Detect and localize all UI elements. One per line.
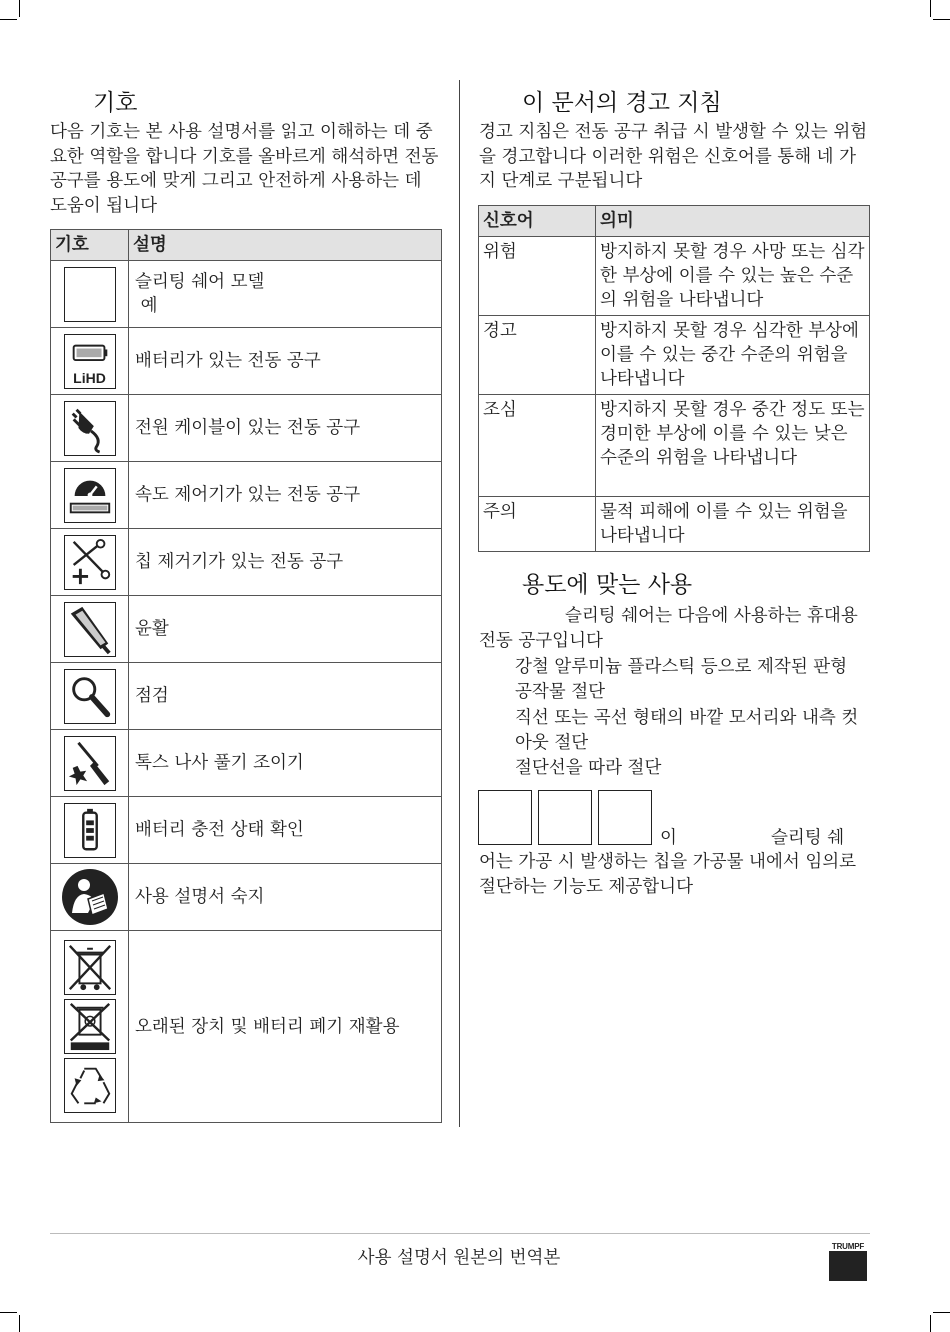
usage-item: 절단선을 따라 절단 — [515, 758, 662, 778]
crop-mark — [0, 19, 17, 20]
footer-rule — [50, 1233, 870, 1234]
meaning-col-header: 의미 — [596, 206, 870, 237]
screwdriver-icon — [64, 736, 116, 791]
symbol-desc: 칩 제거기가 있는 전동 공구 — [129, 529, 442, 596]
battery-lihd-icon — [64, 334, 116, 389]
description-col-header: 설명 — [129, 230, 442, 261]
brand-logo — [829, 1251, 867, 1281]
symbol-desc: 윤활 — [129, 596, 442, 663]
crossed-battery-bin-icon — [64, 999, 116, 1054]
symbol-desc: 배터리 충전 상태 확인 — [129, 797, 442, 864]
warning-row — [479, 316, 870, 395]
usage-intro-text: 슬리팅 쉐어는 다음에 사용하는 휴대용 전동 공구입니다 — [479, 606, 858, 651]
symbols-heading: 기호 — [93, 90, 138, 116]
symbol-row — [51, 596, 442, 663]
warnings-heading: 이 문서의 경고 지침 — [522, 90, 722, 116]
signal-meaning: 방지하지 못할 경우 중간 정도 또는 경미한 부상에 이를 수 있는 낮은 수준의 위험을 나타냅니다 — [596, 395, 870, 497]
signal-word-col-header: 신호어 — [479, 206, 596, 237]
symbol-row — [51, 931, 442, 1123]
symbol-desc: 사용 설명서 숙지 — [129, 864, 442, 931]
magnifier-icon — [64, 669, 116, 724]
battery-charge-icon — [64, 803, 116, 858]
symbol-desc-sub: 예 — [135, 296, 158, 316]
symbol-row — [51, 797, 442, 864]
warnings-intro: 경고 지침은 전동 공구 취급 시 발생할 수 있는 위험을 경고합니다 이러한 위험은 신호어를 통해 네 가지 단계로 구분됩니다 — [479, 122, 868, 191]
signal-meaning: 물적 피해에 이를 수 있는 위험을 나타냅니다 — [596, 497, 870, 552]
warning-row — [479, 497, 870, 552]
signal-word: 위험 — [479, 237, 596, 316]
usage-item: 직선 또는 곡선 형태의 바깥 모서리와 내측 컷아웃 절단 — [515, 708, 859, 753]
usage-heading: 용도에 맞는 사용 — [522, 572, 693, 598]
symbols-col-header: 기호 — [51, 230, 129, 261]
signal-word: 조심 — [479, 395, 596, 497]
model-placeholder-box — [538, 790, 592, 845]
symbol-desc: 톡스 나사 풀기 조이기 — [129, 730, 442, 797]
signal-word: 주의 — [479, 497, 596, 552]
symbol-desc: 오래된 장치 및 배터리 폐기 재활용 — [129, 931, 442, 1123]
signal-word: 경고 — [479, 316, 596, 395]
crop-mark — [933, 19, 950, 20]
model-placeholder-box — [478, 790, 532, 845]
signal-meaning: 방지하지 못할 경우 사망 또는 심각한 부상에 이를 수 있는 높은 수준의 위험을 나타냅니다 — [596, 237, 870, 316]
chip-remover-icon — [64, 535, 116, 590]
symbol-row — [51, 864, 442, 931]
usage-item: 강철 알루미늄 플라스틱 등으로 제작된 판형 공작물 절단 — [515, 657, 848, 702]
symbol-desc: 속도 제어기가 있는 전동 공구 — [129, 462, 442, 529]
speed-gauge-icon — [64, 468, 116, 523]
symbol-row — [51, 730, 442, 797]
power-plug-icon — [64, 401, 116, 456]
recycling-icon — [64, 1058, 116, 1113]
symbol-desc: 배터리가 있는 전동 공구 — [129, 328, 442, 395]
battery-icon-label: LiHD — [73, 369, 106, 386]
crop-mark — [930, 0, 931, 17]
symbol-desc: 전원 케이블이 있는 전동 공구 — [129, 395, 442, 462]
crossed-bin-icon — [64, 940, 116, 995]
read-manual-icon — [62, 869, 118, 925]
symbol-desc: 슬리팅 쉐어 모델 — [135, 272, 265, 292]
symbol-desc: 점검 — [129, 663, 442, 730]
crop-mark — [19, 1315, 20, 1332]
column-divider — [459, 80, 460, 1127]
signal-meaning: 방지하지 못할 경우 심각한 부상에 이를 수 있는 중간 수준의 위험을 나타냅니다 — [596, 316, 870, 395]
symbol-row — [51, 663, 442, 730]
symbol-row — [51, 328, 442, 395]
warning-row — [479, 237, 870, 316]
footer-text: 사용 설명서 원본의 번역본 — [357, 1248, 561, 1268]
chip-text-fragment: 슬리팅 쉐 — [771, 828, 845, 848]
symbol-row — [51, 261, 442, 328]
lubrication-tube-icon — [64, 602, 116, 657]
symbol-row — [51, 529, 442, 596]
chip-text-fragment: 이 — [660, 828, 677, 848]
crop-mark — [933, 1312, 950, 1313]
model-placeholder-box — [598, 790, 652, 845]
usage-intro — [479, 604, 871, 653]
blank-model-icon — [64, 267, 116, 322]
signal-words-table — [478, 205, 870, 552]
crop-mark — [930, 1315, 931, 1332]
crop-mark — [19, 0, 20, 17]
brand-logo-text: TRUMPF — [831, 1242, 865, 1251]
symbol-row — [51, 462, 442, 529]
warning-row — [479, 395, 870, 497]
chip-text: 어는 가공 시 발생하는 칩을 가공물 내에서 임의로 절단하는 기능도 제공합니다 — [479, 852, 857, 897]
crop-mark — [0, 1312, 17, 1313]
symbols-intro: 다음 기호는 본 사용 설명서를 읽고 이해하는 데 중요한 역할을 합니다 기호를 올바르게 해석하면 전동 공구를 용도에 맞게 그리고 안전하게 사용하는 데 도움이 됩니다 — [50, 122, 439, 216]
symbol-row — [51, 395, 442, 462]
symbols-table — [50, 229, 442, 1123]
